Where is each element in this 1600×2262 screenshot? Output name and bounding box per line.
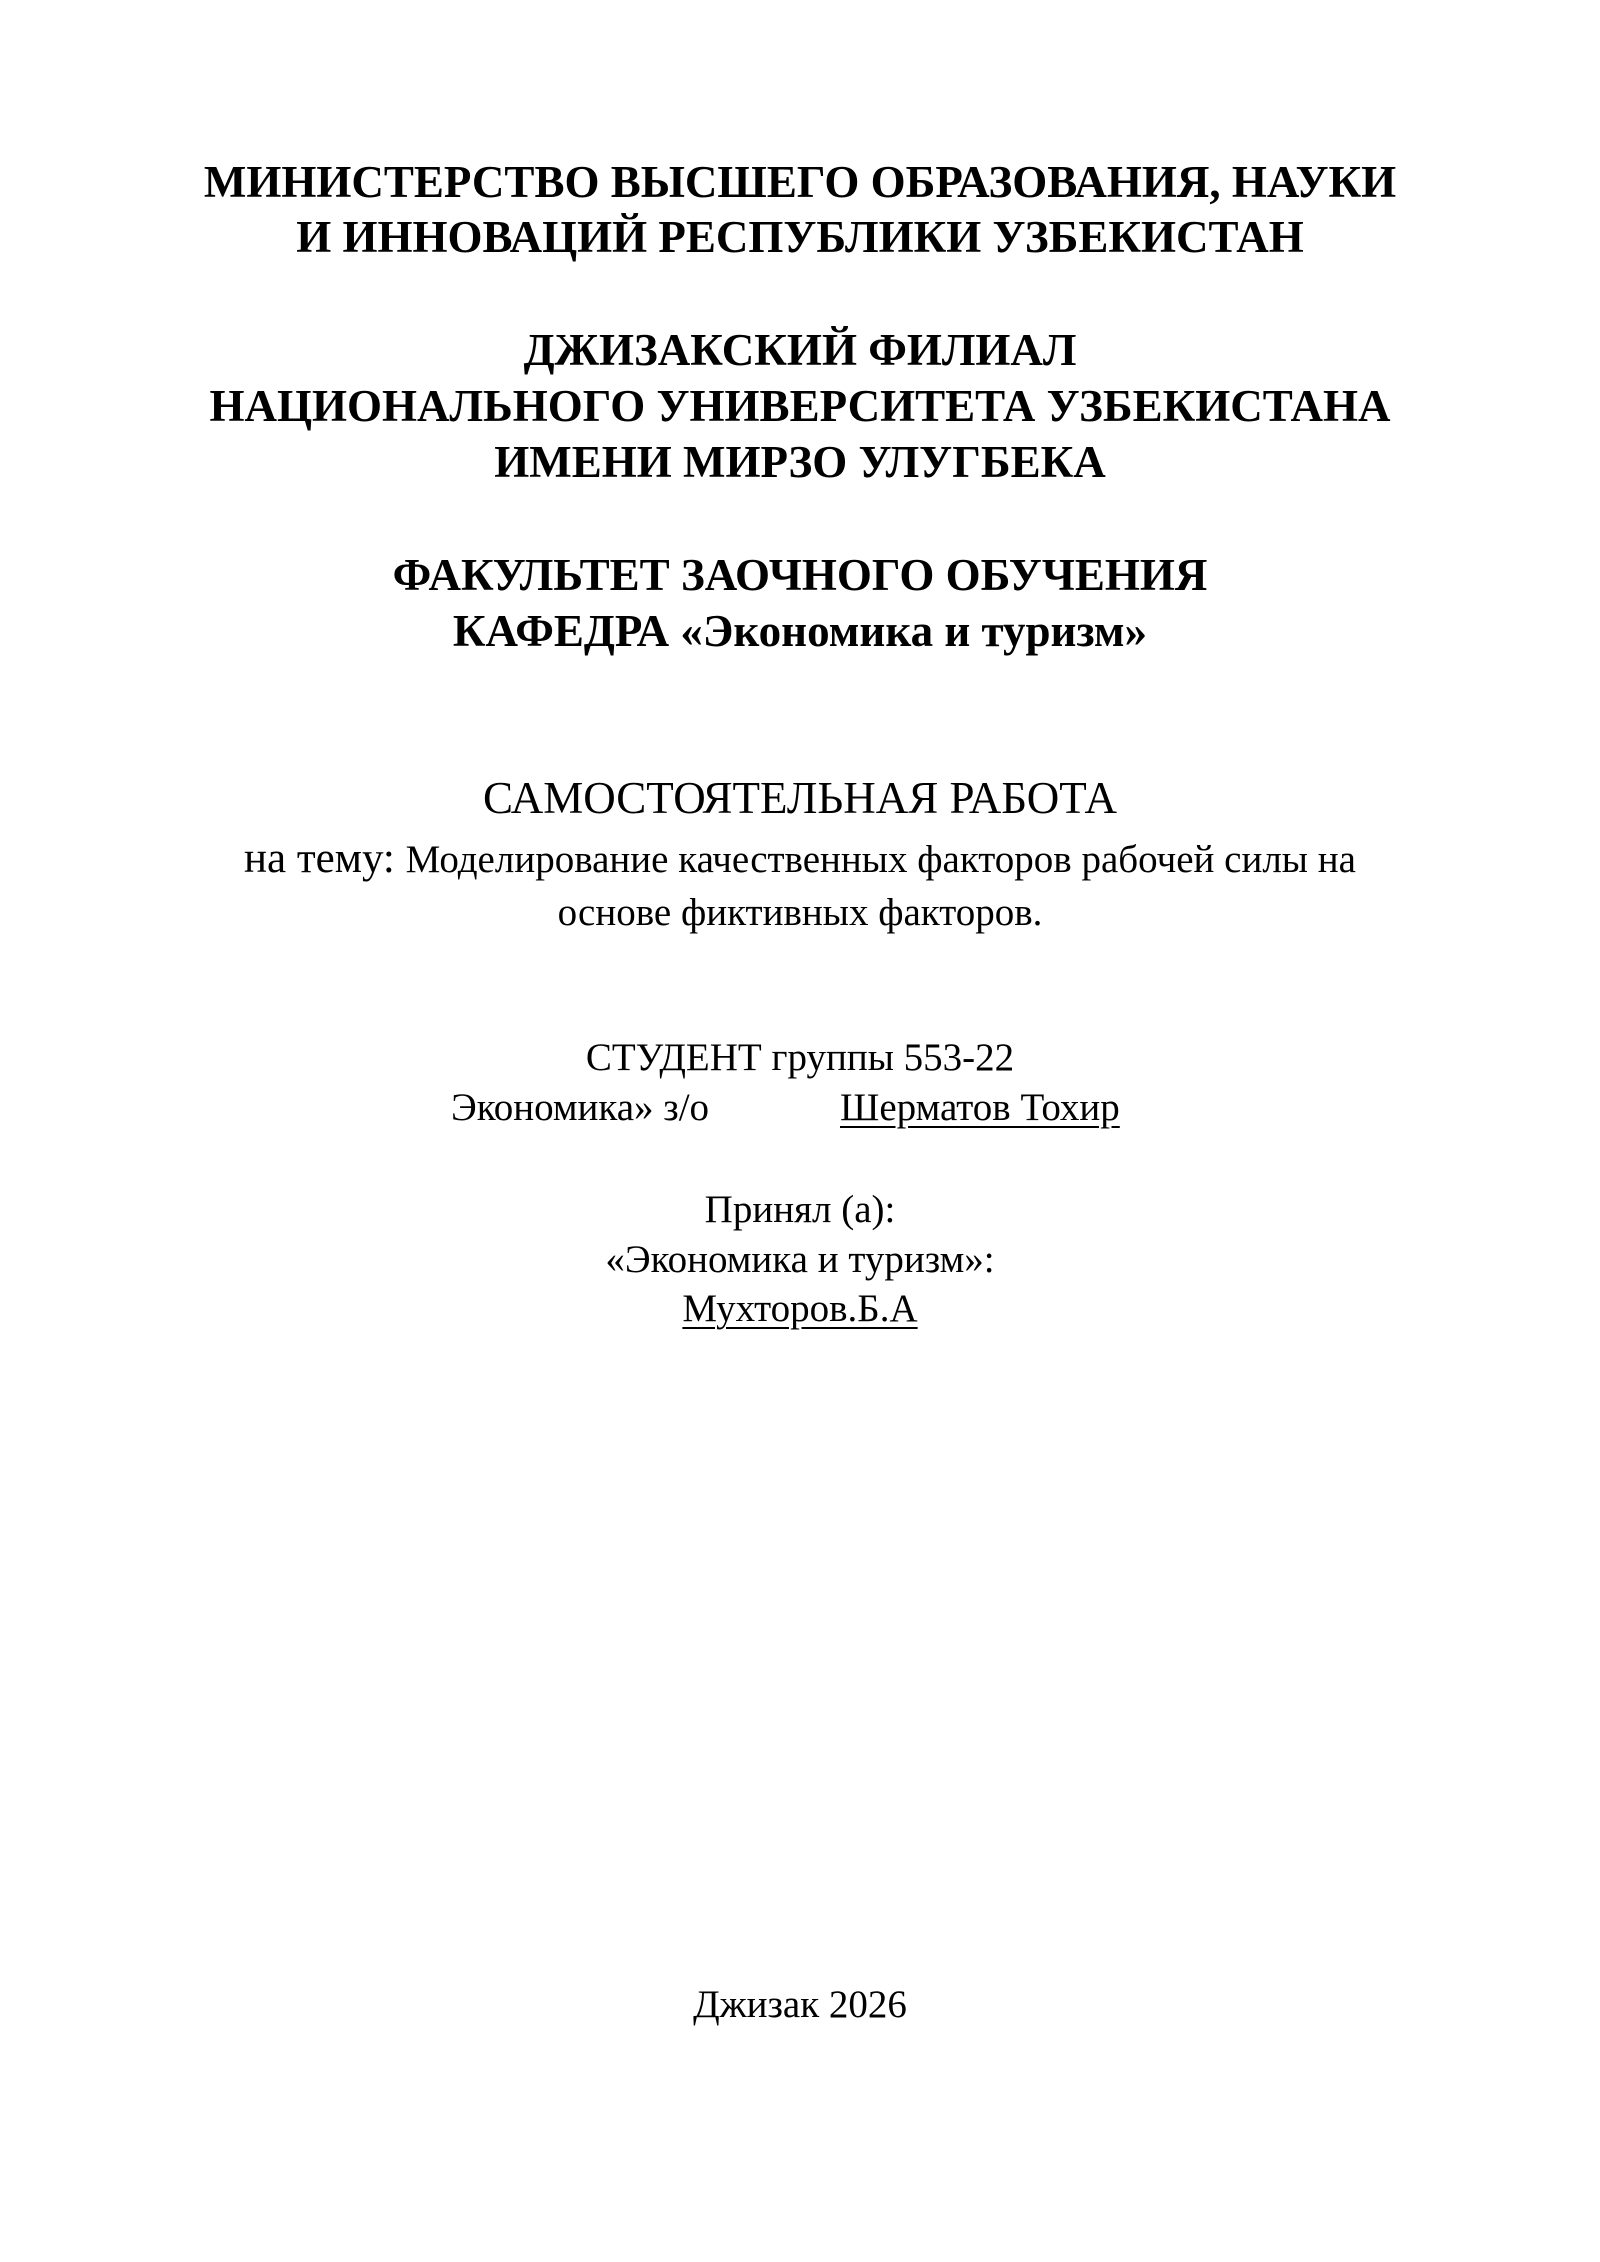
work-topic-line-2: основе фиктивных факторов. xyxy=(557,891,1043,934)
accepted-name: Мухторов.Б.А xyxy=(682,1287,918,1330)
student-group: СТУДЕНТ группы 553-22 xyxy=(585,1036,1015,1079)
faculty-line: ФАКУЛЬТЕТ ЗАОЧНОГО ОБУЧЕНИЯ xyxy=(392,550,1208,600)
department-line: КАФЕДРА «Экономика и туризм» xyxy=(452,606,1148,656)
accepted-name-row xyxy=(0,1289,1600,1328)
topic-text-1: Моделирование качественных факторов рабочей силы на xyxy=(405,838,1356,881)
topic-prefix: на тему: xyxy=(244,835,406,882)
ministry-line-1: МИНИСТЕРСТВО ВЫСШЕГО ОБРАЗОВАНИЯ, НАУКИ xyxy=(203,157,1397,207)
place-year: Джизак 2026 xyxy=(693,1983,907,2026)
accepted-label: Принял (а): xyxy=(704,1188,896,1231)
ministry-line-2: И ИННОВАЦИЙ РЕСПУБЛИКИ УЗБЕКИСТАН xyxy=(296,212,1304,262)
branch-line-3: ИМЕНИ МИРЗО УЛУГБЕКА xyxy=(494,437,1106,487)
student-program: Экономика» з/о xyxy=(451,1086,710,1129)
work-topic-line-1 xyxy=(0,837,1600,880)
branch-line-1: ДЖИЗАКСКИЙ ФИЛИАЛ xyxy=(523,325,1077,375)
branch-line-2: НАЦИОНАЛЬНОГО УНИВЕРСИТЕТА УЗБЕКИСТАНА xyxy=(209,381,1391,431)
accepted-department: «Экономика и туризм»: xyxy=(605,1238,995,1281)
work-title: САМОСТОЯТЕЛЬНАЯ РАБОТА xyxy=(482,773,1118,823)
student-name: Шерматов Тохир xyxy=(840,1086,1120,1129)
